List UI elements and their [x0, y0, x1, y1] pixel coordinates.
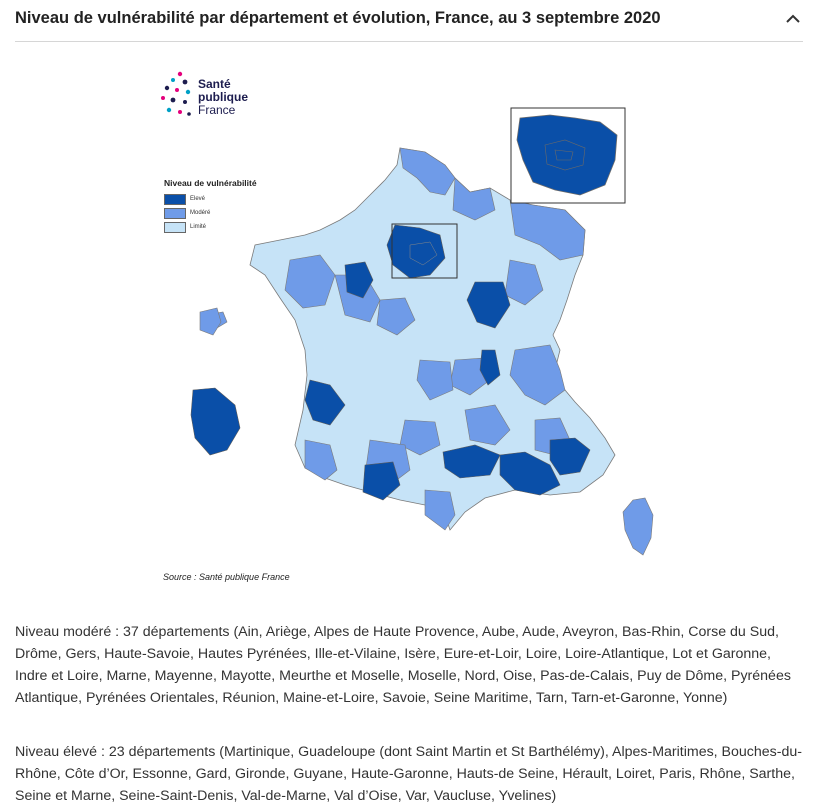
map-source: Source : Santé publique France — [163, 572, 290, 582]
ile-de-france-inset — [511, 108, 625, 203]
high-level-paragraph: Niveau élevé : 23 départements (Martinique, Guadeloupe (dont Saint Martin et St Barthélémy), Alpes-Maritimes, Bouches-du-Rhône, Côte d’Or, Essonne, Gard, Gironde, Guyane, Haute-Garonne, Hauts-de Seine, Hérault, Loiret, Paris, Rhône, Sarthe, Seine et Marne, Seine-Saint-Denis, Val-de-Marne, Val d’Oise, Var, Vaucluse, Yvelines) — [15, 744, 803, 804]
section-header — [15, 0, 803, 42]
logo-dots — [161, 72, 191, 116]
chevron-up-icon[interactable] — [783, 10, 803, 28]
france-map — [155, 60, 665, 590]
corsica — [623, 498, 653, 555]
section-title: Niveau de vulnérabilité par département et évolution, France, au 3 septembre 2020 — [15, 9, 661, 27]
legend-item-high: Elevé — [164, 192, 257, 206]
reunion-island — [200, 308, 221, 335]
map-legend — [164, 178, 257, 234]
legend-item-limited: Limité — [164, 220, 257, 234]
vulnerability-map-figure — [155, 60, 665, 590]
moderate-level-paragraph: Niveau modéré : 37 départements (Ain, Ariège, Alpes de Haute Provence, Aube, Aude, Aveyron, Bas-Rhin, Corse du Sud, Drôme, Gers, Haute-Savoie, Hautes Pyrénées, Ille-et-Vilaine, Isère, Eure-et-Loir, Loire, Loire-Atlantique, Lot et Garonne, Indre et Loire, Marne, Mayenne, Mayotte, Meurthe et Moselle, Moselle, Nord, Oise, Pas-de-Calais, Puy de Dôme, Pyrénées Atlantique, Pyrénées Orientales, Réunion, Maine-et-Loire, Savoie, Seine Maritime, Tarn, Tarn-et-Garonne, Yonne) — [15, 624, 791, 706]
legend-title: Niveau de vulnérabilité — [164, 178, 257, 188]
sante-publique-logo: Santé publique France — [198, 77, 248, 117]
legend-item-moderate: Modéré — [164, 206, 257, 220]
